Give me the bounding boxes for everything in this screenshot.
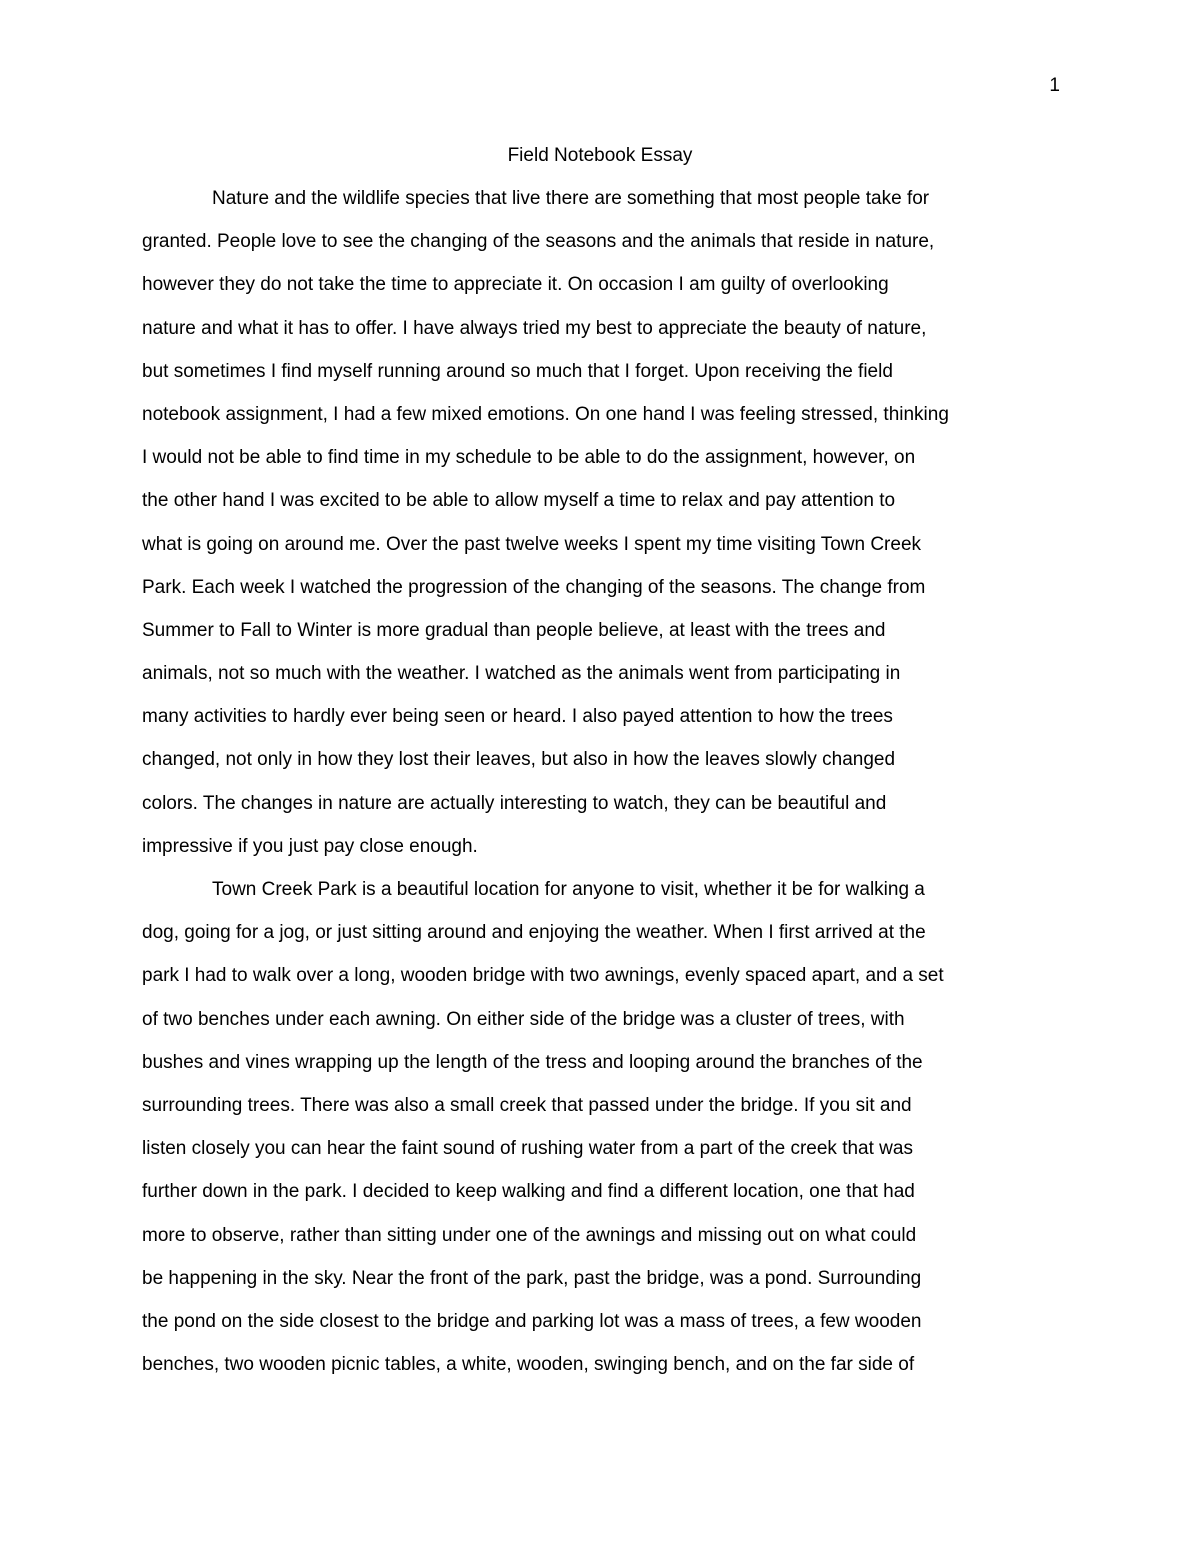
essay-title: Field Notebook Essay [507,145,693,166]
essay-line: what is going on around me. Over the past twelve weeks I spent my time visiting Town Creek [142,533,922,555]
essay-line: the other hand I was excited to be able to allow myself a time to relax and pay attention to [142,490,896,512]
essay-line: changed, not only in how they lost their leaves, but also in how the leaves slowly changed [142,749,896,771]
essay-body [142,184,1072,1393]
essay-line: Park. Each week I watched the progression of the changing of the seasons. The change from [142,576,926,598]
essay-line: Summer to Fall to Winter is more gradual than people believe, at least with the trees and [142,619,886,641]
essay-line: colors. The changes in nature are actually interesting to watch, they can be beautiful and [142,792,887,814]
essay-line: but sometimes I find myself running around so much that I forget. Upon receiving the field [142,360,893,382]
essay-line: surrounding trees. There was also a small creek that passed under the bridge. If you sit and [142,1094,912,1116]
essay-line: bushes and vines wrapping up the length of the tress and looping around the branches of the [142,1051,923,1073]
essay-line: nature and what it has to offer. I have always tried my best to appreciate the beauty of nature, [142,317,927,339]
essay-line: granted. People love to see the changing of the seasons and the animals that reside in nature, [142,231,935,253]
essay-line: many activities to hardly ever being seen or heard. I also payed attention to how the trees [142,706,893,728]
essay-line: impressive if you just pay close enough. [142,835,478,857]
essay-line: more to observe, rather than sitting under one of the awnings and missing out on what could [142,1224,917,1246]
essay-line: notebook assignment, I had a few mixed emotions. On one hand I was feeling stressed, thinking [142,403,949,425]
essay-line: benches, two wooden picnic tables, a white, wooden, swinging bench, and on the far side of [142,1354,915,1376]
page-number: 1 [1049,75,1060,96]
essay-line: listen closely you can hear the faint sound of rushing water from a part of the creek that was [142,1138,913,1160]
essay-line: of two benches under each awning. On either side of the bridge was a cluster of trees, with [142,1008,905,1030]
essay-line: park I had to walk over a long, wooden bridge with two awnings, evenly spaced apart, and a set [142,965,944,987]
essay-line: Nature and the wildlife species that live there are something that most people take for [212,188,930,209]
essay-line: animals, not so much with the weather. I watched as the animals went from participating in [142,663,901,685]
essay-line: be happening in the sky. Near the front of the park, past the bridge, was a pond. Surrounding [142,1267,922,1289]
essay-line: I would not be able to find time in my schedule to be able to do the assignment, however, on [142,447,916,469]
essay-line: however they do not take the time to appreciate it. On occasion I am guilty of overlooking [142,274,889,296]
essay-line: dog, going for a jog, or just sitting around and enjoying the weather. When I first arrived at the [142,922,926,944]
essay-line: Town Creek Park is a beautiful location for anyone to visit, whether it be for walking a [212,879,925,900]
essay-line: further down in the park. I decided to keep walking and find a different location, one that had [142,1181,915,1203]
essay-line: the pond on the side closest to the bridge and parking lot was a mass of trees, a few wooden [142,1310,922,1332]
